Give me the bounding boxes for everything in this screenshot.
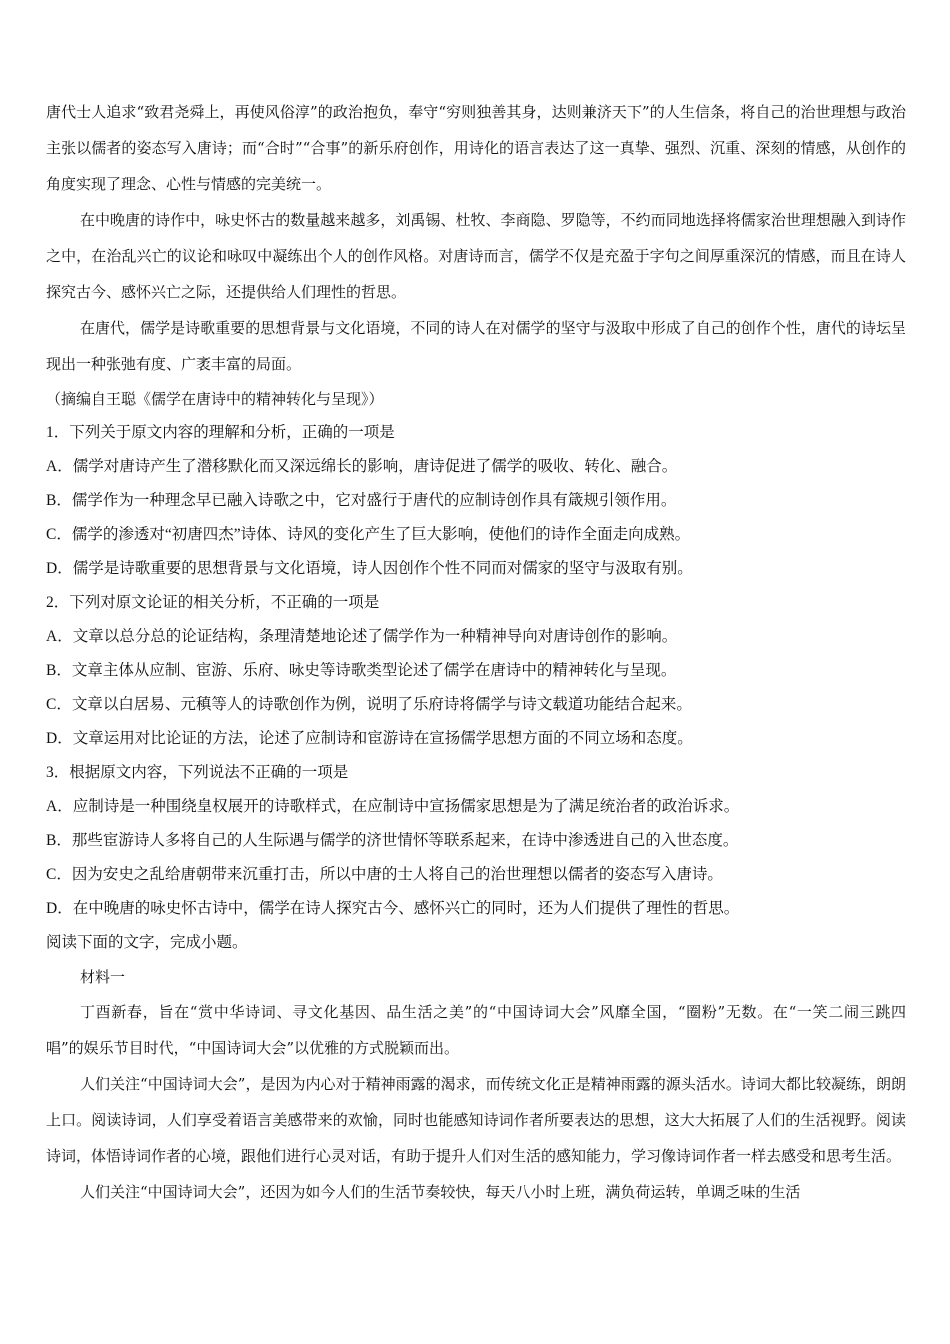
option-d: D．文章运用对比论证的方法，论述了应制诗和宦游诗在宣扬儒学思想方面的不同立场和态度。 (46, 730, 693, 747)
option-c: C．文章以白居易、元稹等人的诗歌创作为例，说明了乐府诗将儒学与诗文载道功能结合起来。 (46, 696, 692, 713)
question-stem: 2．下列对原文论证的相关分析，不正确的一项是 (46, 594, 380, 611)
option-c: C．因为安史之乱给唐朝带来沉重打击，所以中唐的士人将自己的治世理想以儒者的姿态写入唐诗。 (46, 866, 723, 883)
material-label: 材料一 (80, 968, 126, 986)
option-b: B．文章主体从应制、宦游、乐府、咏史等诗歌类型论述了儒学在唐诗中的精神转化与呈现。 (46, 662, 677, 679)
option-c: C．儒学的渗透对“初唐四杰”诗体、诗风的变化产生了巨大影响，使他们的诗作全面走向成熟。 (46, 526, 691, 543)
material-paragraph: 人们关注“中国诗词大会”，还因为如今人们的生活节奏较快，每天八小时上班，满负荷运转，单调乏味的生活 (80, 1183, 801, 1201)
option-a: A．儒学对唐诗产生了潜移默化而又深远绵长的影响，唐诗促进了儒学的吸收、转化、融合。 (46, 458, 678, 475)
question-stem: 1．下列关于原文内容的理解和分析，正确的一项是 (46, 424, 395, 441)
passage-paragraph: 唐代士人追求“致君尧舜上，再使风俗淳”的政治抱负，奉守“穷则独善其身，达则兼济天下”的人生信条，将自己的治世理想与政治主张以儒者的姿态写入唐诗；而“合时”“合事”的新乐府创作，用诗化的语言表达了这一真挚、强烈、沉重、深刻的情感，从创作的角度实现了理念、心性与情感的完美统一。 (46, 103, 906, 193)
question-3 (46, 756, 906, 926)
option-d: D．儒学是诗歌重要的思想背景与文化语境，诗人因创作个性不同而对儒家的坚守与汲取有别。 (46, 560, 693, 577)
option-a: A．应制诗是一种围绕皇权展开的诗歌样式，在应制诗中宣扬儒家思想是为了满足统治者的政治诉求。 (46, 798, 740, 815)
passage-paragraph: 在中晚唐的诗作中，咏史怀古的数量越来越多，刘禹锡、杜牧、李商隐、罗隐等，不约而同地选择将儒家治世理想融入到诗作之中，在治乱兴亡的议论和咏叹中凝练出个人的创作风格。对唐诗而言，儒学不仅是充盈于字句之间厚重深沉的情感，而且在诗人探究古今、感怀兴亡之际，还提供给人们理性的哲思。 (46, 211, 906, 301)
passage-paragraph: 在唐代，儒学是诗歌重要的思想背景与文化语境，不同的诗人在对儒学的坚守与汲取中形成了自己的创作个性，唐代的诗坛呈现出一种张弛有度、广袤丰富的局面。 (46, 319, 906, 373)
question-stem: 3．根据原文内容，下列说法不正确的一项是 (46, 764, 349, 781)
material-paragraph: 丁酉新春，旨在“赏中华诗词、寻文化基因、品生活之美”的“中国诗词大会”风靡全国，“圈粉”无数。在“一笑二闹三跳四唱”的娱乐节目时代，“中国诗词大会”以优雅的方式脱颖而出。 (46, 1003, 906, 1057)
passage-source: （摘编自王聪《儒学在唐诗中的精神转化与呈现》） (46, 390, 384, 408)
option-d: D．在中晚唐的咏史怀古诗中，儒学在诗人探究古今、感怀兴亡的同时，还为人们提供了理性的哲思。 (46, 900, 740, 917)
option-b: B．儒学作为一种理念早已融入诗歌之中，它对盛行于唐代的应制诗创作具有箴规引领作用。 (46, 492, 677, 509)
option-a: A．文章以总分总的论证结构，条理清楚地论述了儒学作为一种精神导向对唐诗创作的影响。 (46, 628, 678, 645)
reading-instruction: 阅读下面的文字，完成小题。 (46, 934, 248, 951)
document-page (46, 94, 906, 1210)
material-paragraph: 人们关注“中国诗词大会”，是因为内心对于精神雨露的渴求，而传统文化正是精神雨露的源头活水。诗词大都比较凝练，朗朗上口。阅读诗词，人们享受着语言美感带来的欢愉，同时也能感知诗词作者所要表达的思想，这大大拓展了人们的生活视野。阅读诗词，体悟诗词作者的心境，跟他们进行心灵对话，有助于提升人们对生活的感知能力，学习像诗词作者一样去感受和思考生活。 (46, 1075, 906, 1165)
question-2 (46, 586, 906, 756)
option-b: B．那些宦游诗人多将自己的人生际遇与儒学的济世情怀等联系起来，在诗中渗透进自己的入世态度。 (46, 832, 739, 849)
question-1 (46, 416, 906, 586)
